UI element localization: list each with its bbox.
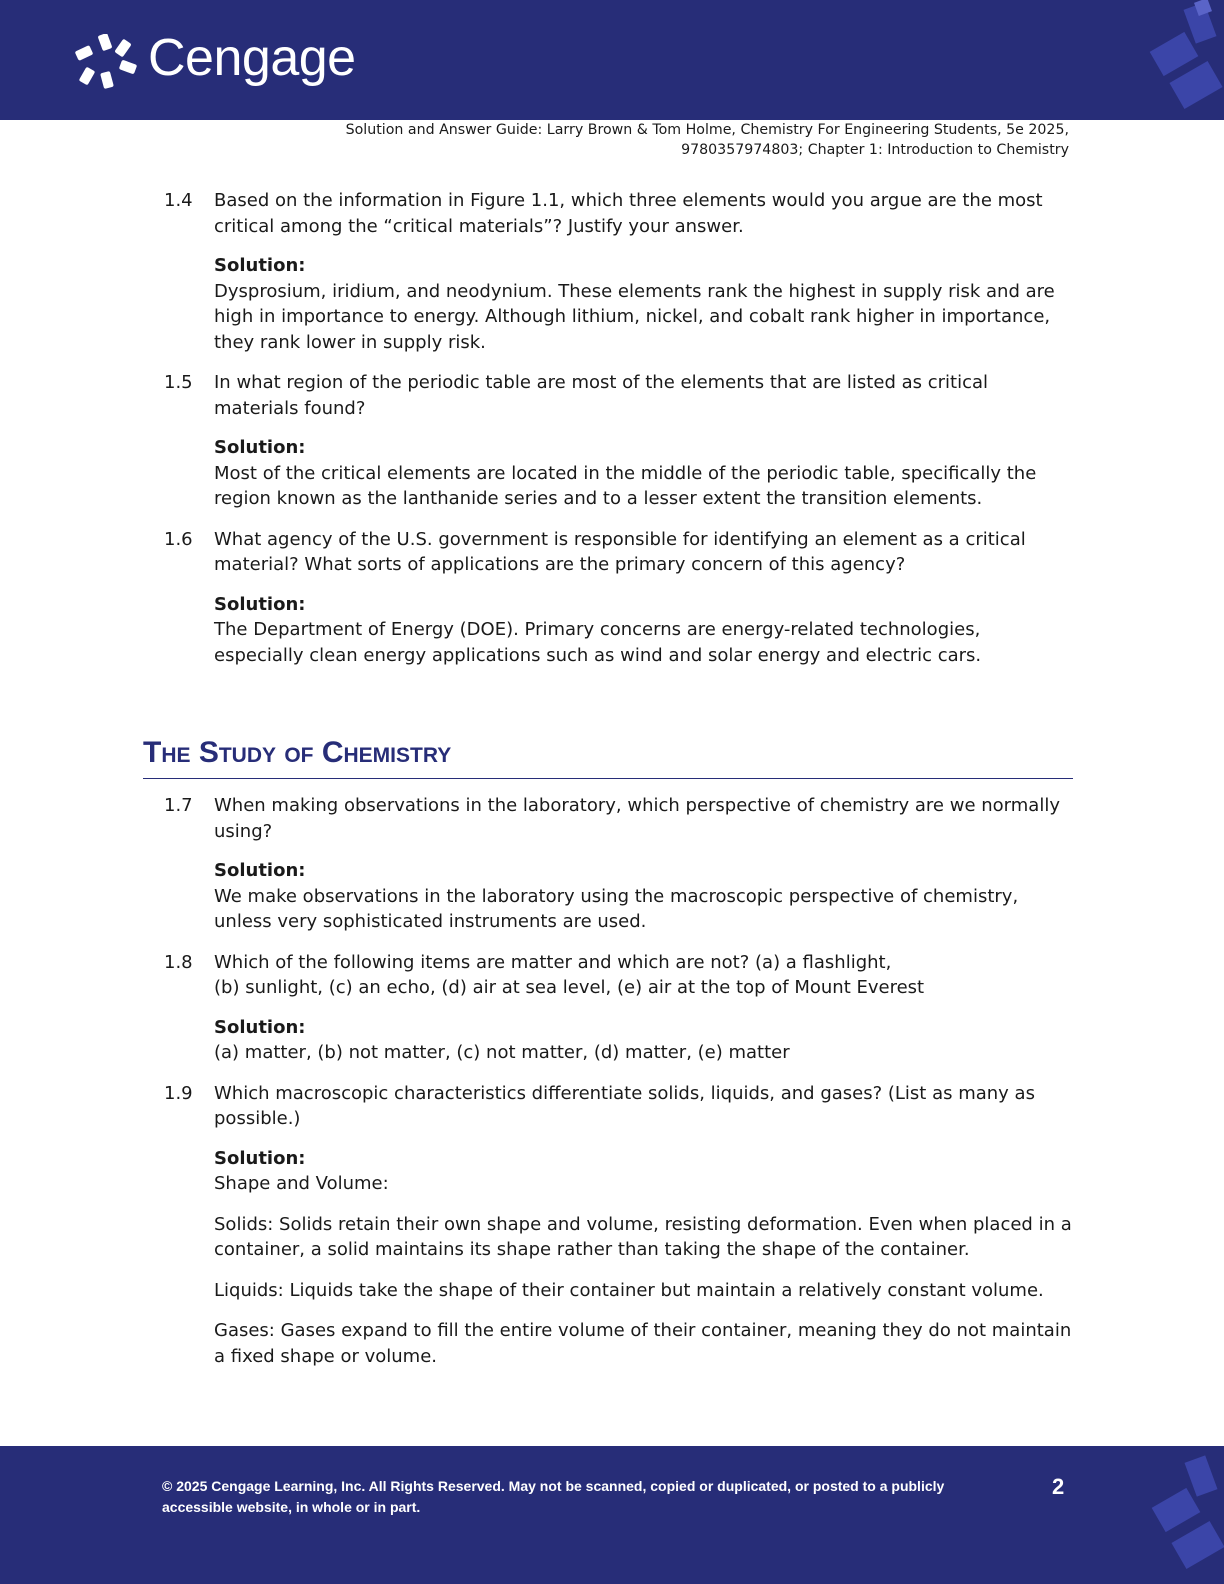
guide-reference-line-1: Solution and Answer Guide: Larry Brown & Tom Holme, Chemistry For Engineering Students, 5e 2025, bbox=[345, 122, 1069, 138]
problem-number: 1.4 bbox=[164, 190, 193, 211]
solution-label: Solution: bbox=[214, 1016, 306, 1038]
problem-1-7 bbox=[164, 793, 1074, 935]
problems-bottom bbox=[164, 793, 1074, 1369]
problem-question: What agency of the U.S. government is responsible for identifying an element as a critical material? What sorts of applications are the primary concern of this agency? bbox=[214, 528, 1026, 575]
solution-text: Dysprosium, iridium, and neodynium. These elements rank the highest in supply risk and are high in importance to energy. Although lithium, nickel, and cobalt rank higher in importance, they rank lower in supply risk. bbox=[214, 280, 1055, 353]
problem-1-5 bbox=[164, 370, 1074, 512]
guide-reference-line-2: 9780357974803; Chapter 1: Introduction to Chemistry bbox=[681, 142, 1069, 158]
cengage-mark-icon bbox=[74, 34, 138, 90]
problem-number: 1.5 bbox=[164, 372, 193, 393]
liquids-paragraph: Liquids: Liquids take the shape of their container but maintain a relatively constant volume. bbox=[214, 1279, 1044, 1301]
problem-1-9 bbox=[164, 1081, 1074, 1370]
problem-number: 1.9 bbox=[164, 1082, 193, 1104]
solution-label: Solution: bbox=[214, 593, 306, 615]
problem-question-line-2: (b) sunlight, (c) an echo, (d) air at sea level, (e) air at the top of Mount Everest bbox=[214, 977, 925, 998]
solution-label: Solution: bbox=[214, 437, 306, 458]
problems-top bbox=[164, 188, 1074, 668]
solution-intro: Shape and Volume: bbox=[214, 1173, 389, 1194]
solution-label: Solution: bbox=[214, 1147, 306, 1169]
solution-text: Most of the critical elements are located in the middle of the periodic table, specifically the region known as the lanthanide series and to a lesser extent the transition elements. bbox=[214, 462, 1037, 509]
solution-text: We make observations in the laboratory using the macroscopic perspective of chemistry, unless very sophisticated instruments are used. bbox=[214, 885, 1019, 932]
footer-bar bbox=[0, 1446, 1224, 1584]
section-heading: The Study of Chemistry bbox=[143, 732, 1073, 779]
brand-name: Cengage bbox=[148, 29, 356, 87]
problem-question: When making observations in the laboratory, which perspective of chemistry are we normally using? bbox=[214, 795, 1060, 842]
problem-question: In what region of the periodic table are most of the elements that are listed as critical materials found? bbox=[214, 372, 988, 419]
problem-number: 1.7 bbox=[164, 795, 193, 816]
problem-1-4 bbox=[164, 188, 1074, 355]
corner-decoration-icon bbox=[1134, 0, 1224, 120]
copyright-notice: © 2025 Cengage Learning, Inc. All Rights Reserved. May not be scanned, copied or duplicated, or posted to a publicly accessible website, in whole or in part. bbox=[162, 1478, 945, 1515]
problem-number: 1.8 bbox=[164, 951, 193, 973]
problem-question: Based on the information in Figure 1.1, which three elements would you argue are the most critical among the “critical materials”? Justify your answer. bbox=[214, 190, 1043, 237]
guide-reference bbox=[169, 120, 1069, 160]
gases-paragraph: Gases: Gases expand to fill the entire volume of their container, meaning they do not maintain a fixed shape or volume. bbox=[214, 1320, 1072, 1367]
problem-1-8 bbox=[164, 950, 1074, 1066]
footer-corner-decoration-icon bbox=[1134, 1446, 1224, 1584]
header-bar bbox=[0, 0, 1224, 120]
page-number: 2 bbox=[1052, 1474, 1065, 1499]
solution-label: Solution: bbox=[214, 255, 306, 276]
solution-label: Solution: bbox=[214, 860, 306, 881]
problem-question-line-1: Which of the following items are matter and which are not? (a) a flashlight, bbox=[214, 951, 892, 973]
solution-text: The Department of Energy (DOE). Primary concerns are energy-related technologies, especially clean energy applications such as wind and solar energy and electric cars. bbox=[214, 619, 982, 666]
solution-text: (a) matter, (b) not matter, (c) not matter, (d) matter, (e) matter bbox=[214, 1042, 790, 1063]
problem-number: 1.6 bbox=[164, 528, 193, 550]
problem-1-6 bbox=[164, 527, 1074, 669]
solids-paragraph: Solids: Solids retain their own shape and volume, resisting deformation. Even when placed in a container, a solid maintains its shape rather than taking the shape of the container. bbox=[214, 1213, 1072, 1260]
problem-question: Which macroscopic characteristics differentiate solids, liquids, and gases? (List as many as possible.) bbox=[214, 1082, 1035, 1129]
